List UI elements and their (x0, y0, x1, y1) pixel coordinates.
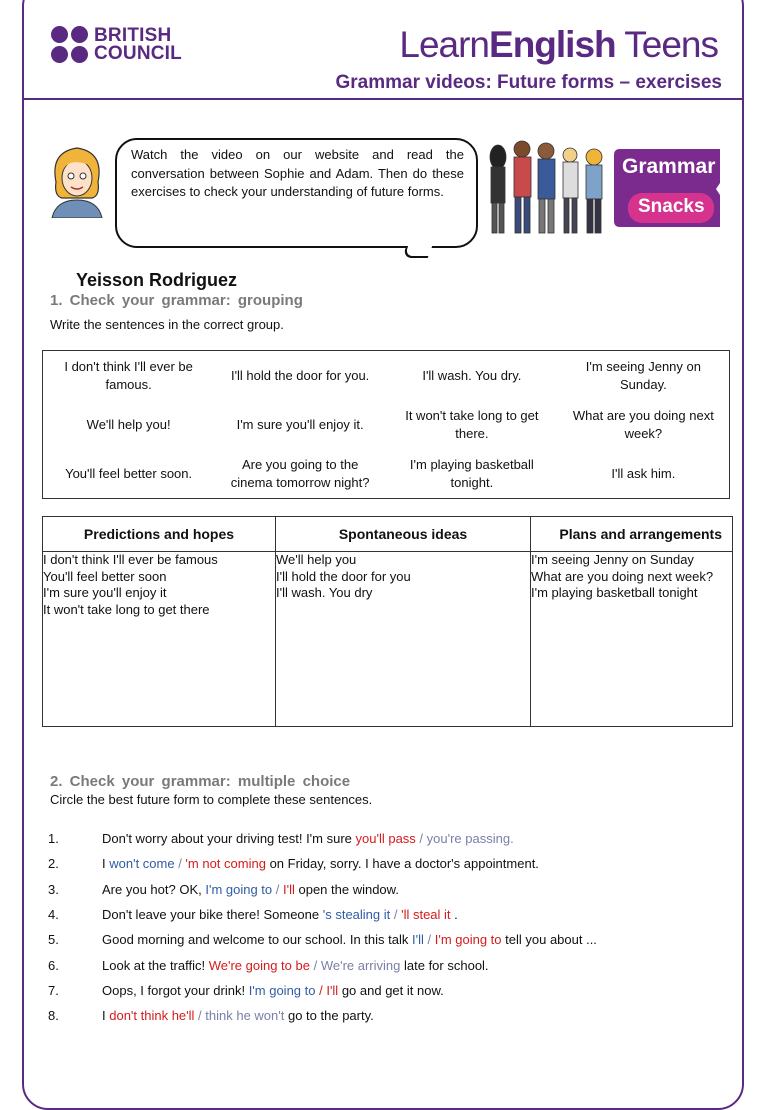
student-name: Yeisson Rodriguez (76, 270, 238, 290)
learnenglish-teens-logo: LearnEnglish Teens (399, 24, 718, 65)
sentence-cell: I'll ask him. (611, 465, 676, 481)
item-number: 4. (48, 907, 59, 923)
british-council-logo (51, 26, 182, 63)
list-item: 2. I won't come / 'm not coming on Friday, sorry. I have a doctor's appointment. (48, 856, 539, 872)
option-1[interactable]: you'll pass (355, 831, 416, 847)
header-predictions: Predictions and hopes (43, 517, 276, 552)
sentences-table (42, 350, 730, 499)
sentence-cell: Are you going to the cinema tomorrow night? (230, 456, 370, 490)
list-item: 1. Don't worry about your driving test! I'm sure you'll pass / you're passing. (48, 831, 514, 847)
predictions-cell[interactable] (43, 552, 276, 727)
brand-line-2: COUNCIL (94, 42, 182, 64)
sentence-cell: It won't take long to get there. (405, 407, 539, 441)
list-item: 7. Oops, I forgot your drink! I'm going to / I'll go and get it now. (48, 982, 444, 998)
item-number: 3. (48, 881, 59, 897)
badge-line-2: Snacks (638, 196, 705, 217)
sentence-cell: I'll hold the door for you. (230, 367, 370, 383)
answer-line: I'll hold the door for you (276, 568, 411, 584)
sentence-cell: I'm sure you'll enjoy it. (236, 416, 364, 432)
option-1[interactable]: I'm going to (205, 881, 273, 897)
option-1[interactable]: won't come (109, 856, 175, 872)
option-2[interactable]: 'm not coming (185, 856, 266, 872)
answer-line: What are you doing next week? (531, 568, 714, 584)
intro-text: Watch the video on our website and read the conversation between Sophie and Adam. Then do these exercises to check your understanding of future forms. (131, 147, 464, 199)
answer-line: I'm playing basketball tonight (531, 585, 698, 600)
option-1[interactable]: don't think he'll (109, 1008, 195, 1024)
option-2[interactable]: I'll (326, 982, 339, 998)
list-item: 4. Don't leave your bike there! Someone 's stealing it / 'll steal it . (48, 907, 458, 923)
header-spontaneous: Spontaneous ideas (276, 517, 531, 552)
plans-cell[interactable] (531, 552, 733, 727)
item-number: 5. (48, 932, 59, 948)
sentence-cell: We'll help you! (86, 416, 171, 432)
option-1[interactable]: I'm going to (248, 982, 316, 998)
page-title: Grammar videos: Future forms – exercises (335, 72, 722, 93)
answer-line: We'll help you (276, 552, 357, 567)
section-1-title: 1. Check your grammar: grouping (50, 292, 303, 309)
spontaneous-cell[interactable] (276, 552, 531, 727)
header-plans: Plans and arrangements (531, 517, 733, 552)
item-number: 7. (48, 982, 59, 998)
sentence-cell: I'm seeing Jenny on Sunday. (585, 358, 701, 392)
sentence-cell: I'll wash. You dry. (422, 367, 522, 383)
teens-group-icon (484, 135, 616, 239)
sentence-cell: I'm playing basketball tonight. (409, 456, 534, 490)
answer-line: I'm seeing Jenny on Sunday (531, 552, 694, 567)
section-1-instruction: Write the sentences in the correct group. (50, 317, 284, 332)
option-2[interactable]: We're arriving (320, 957, 401, 973)
answer-line: I don't think I'll ever be famous (43, 552, 218, 567)
option-2[interactable]: think he won't (205, 1008, 285, 1024)
groups-header-row (43, 517, 733, 552)
groups-answer-row (43, 552, 733, 727)
option-2[interactable]: you're passing. (426, 831, 514, 847)
grammar-snacks-badge (614, 147, 722, 229)
sentence-cell: What are you doing next week? (572, 407, 714, 441)
speech-bubble-tail (402, 246, 432, 258)
brand-line-1: BRITISH (94, 24, 172, 46)
sentence-cell: You'll feel better soon. (65, 465, 193, 481)
list-item: 5. Good morning and welcome to our school. In this talk I'll / I'm going to tell you about ... (48, 932, 597, 948)
option-1[interactable]: We're going to be (208, 957, 310, 973)
option-2[interactable]: I'll (282, 881, 295, 897)
sophie-avatar-icon (48, 142, 106, 218)
answer-line: I'm sure you'll enjoy it (43, 585, 167, 600)
table-row (43, 400, 730, 449)
answer-line: I'll wash. You dry (276, 585, 373, 600)
answer-line: It won't take long to get there (43, 601, 210, 617)
sentence-cell: I don't think I'll ever be famous. (64, 358, 193, 392)
item-number: 1. (48, 831, 59, 847)
list-item: 8. I don't think he'll / think he won't go to the party. (48, 1008, 374, 1024)
option-1[interactable]: I'll (412, 932, 424, 948)
multiple-choice-list (48, 826, 748, 1028)
option-2[interactable]: 'll steal it (401, 907, 451, 923)
section-2-title: 2. Check your grammar: multiple choice (50, 773, 351, 790)
item-number: 8. (48, 1008, 59, 1024)
logo-dots (51, 26, 88, 63)
groups-table (42, 516, 733, 727)
item-number: 6. (48, 957, 59, 973)
option-1[interactable]: 's stealing it (322, 907, 391, 923)
list-item: 6. Look at the traffic! We're going to be / We're arriving late for school. (48, 957, 489, 973)
table-row (43, 351, 730, 401)
table-row (43, 449, 730, 499)
option-2[interactable]: I'm going to (434, 932, 502, 948)
answer-line: You'll feel better soon (43, 568, 167, 584)
section-2-instruction: Circle the best future form to complete these sentences. (50, 792, 373, 807)
list-item: 3. Are you hot? OK, I'm going to / I'll open the window. (48, 881, 399, 897)
badge-line-1: Grammar (622, 155, 716, 178)
item-number: 2. (48, 856, 59, 872)
header-divider (23, 98, 743, 100)
